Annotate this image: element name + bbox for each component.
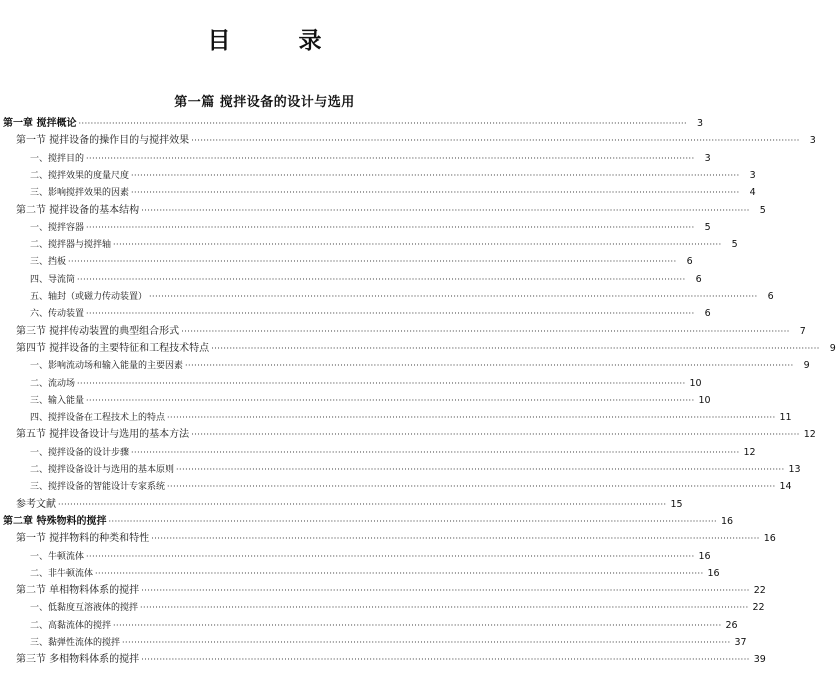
toc-leader-dots: ········································································································································································································: [77, 378, 686, 388]
toc-entry-label: 二、搅拌设备设计与选用的基本原则: [30, 465, 175, 475]
toc-entry-label: 一、搅拌设备的设计步骤: [30, 447, 130, 458]
toc-leader-dots: ········································································································································································································: [86, 222, 695, 232]
toc-entry: [0, 289, 774, 305]
toc-page-number: 13: [788, 464, 801, 475]
part-title: 第一篇 搅拌设备的设计与选用: [174, 95, 355, 110]
toc-leader-dots: ········································································································································································································: [181, 326, 790, 336]
toc-leader-dots: ········································································································································································································: [149, 292, 758, 301]
toc-entry-label: 第二章 特殊物料的搅拌: [3, 515, 107, 527]
toc-page-number: 15: [670, 498, 683, 510]
toc-entry-label: 四、导流筒: [30, 274, 76, 285]
toc-entry: [0, 306, 711, 322]
page-title: 目 录: [207, 28, 352, 54]
toc-leader-dots: ········································································································································································································: [176, 465, 785, 474]
toc-leader-dots: ········································································································································································································: [151, 534, 760, 544]
toc-entry-label: 六、传动装置: [30, 309, 85, 320]
toc-leader-dots: ········································································································································································································: [191, 430, 800, 440]
toc-entry: [0, 341, 836, 357]
toc-leader-dots: ········································································································································································································: [141, 655, 750, 665]
toc-entry: [0, 652, 766, 668]
toc-entry-label: 第二节 搅拌设备的基本结构: [16, 204, 140, 216]
toc-leader-dots: ········································································································································································································: [78, 119, 688, 128]
toc-leader-dots: ········································································································································································································: [68, 257, 677, 267]
toc-page-number: 3: [704, 152, 711, 164]
toc-entry-label: 三、搅拌设备的智能设计专家系统: [30, 482, 166, 493]
toc-entry: [0, 133, 816, 149]
toc-entry: [0, 151, 711, 167]
toc-leader-dots: ········································································································································································································: [95, 568, 704, 578]
toc-entry-label: 三、输入能量: [30, 395, 85, 406]
toc-entry: [0, 445, 756, 461]
toc-entry-label: 一、低黏度互溶液体的搅拌: [30, 603, 139, 614]
toc-entry-label: 第一节 搅拌设备的操作目的与搅拌效果: [16, 135, 190, 147]
toc-entry: [0, 497, 683, 513]
toc-entry-label: 一、牛顿流体: [30, 551, 85, 562]
toc-leader-dots: ········································································································································································································: [141, 205, 750, 215]
toc-leader-dots: ········································································································································································································: [191, 136, 800, 146]
toc-entry: [0, 479, 792, 495]
toc-entry-label: 一、搅拌目的: [30, 153, 85, 164]
toc-page-number: 16: [720, 515, 734, 527]
toc-entry: [0, 635, 747, 651]
toc-page-number: 14: [779, 481, 792, 493]
toc-entry-label: 第二节 单相物料体系的搅拌: [16, 585, 140, 597]
toc-entry-label: 第四节 搅拌设备的主要特征和工程技术特点: [16, 342, 210, 354]
toc-entry: [0, 531, 776, 547]
toc-entry-label: 三、挡板: [30, 257, 67, 268]
toc-page-number: 5: [704, 221, 711, 233]
toc-entry-label: 五、轴封（或磁力传动装置）: [30, 292, 148, 302]
toc-entry: [0, 514, 734, 530]
toc-page-number: 16: [698, 550, 711, 562]
toc-page-number: 3: [809, 135, 816, 147]
toc-entry: [0, 116, 704, 132]
toc-entry-label: 三、影响搅拌效果的因素: [30, 188, 130, 199]
toc-entry-label: 第一节 搅拌物料的种类和特性: [16, 533, 150, 545]
toc-entry: [0, 410, 792, 426]
toc-entry: [0, 220, 711, 236]
toc-page-number: 3: [749, 169, 756, 181]
toc-entry-label: 一、影响流动场和输入能量的主要因素: [30, 361, 184, 372]
toc-entry-label: 二、流动场: [30, 378, 76, 389]
toc-page-number: 6: [695, 273, 702, 285]
toc-leader-dots: ········································································································································································································: [131, 170, 740, 180]
toc-leader-dots: ········································································································································································································: [167, 413, 776, 423]
toc-entry: [0, 393, 711, 409]
toc-entry-label: 二、搅拌效果的度量尺度: [30, 170, 130, 181]
toc-leader-dots: ········································································································································································································: [131, 447, 740, 457]
toc-entry: [0, 462, 801, 478]
toc-page-number: 22: [753, 585, 766, 597]
toc-page-number: 6: [686, 256, 693, 268]
toc-leader-dots: ········································································································································································································: [167, 482, 776, 492]
toc-page-number: 12: [803, 429, 816, 441]
toc-leader-dots: ········································································································································································································: [86, 153, 695, 163]
toc-page-number: 11: [779, 412, 792, 424]
toc-entry: [0, 254, 693, 270]
toc-entry-label: 参考文献: [16, 498, 56, 510]
toc-page-number: 10: [689, 377, 702, 389]
toc-entry: [0, 549, 711, 565]
toc-entry-label: 二、搅拌器与搅拌轴: [30, 240, 112, 251]
toc-entry-label: 第一章 搅拌概论: [3, 118, 77, 129]
toc-page-number: 6: [704, 308, 711, 320]
toc-leader-dots: ········································································································································································································: [185, 361, 794, 371]
toc-page-number: 9: [829, 342, 836, 354]
toc-page-number: 4: [749, 187, 756, 199]
toc-page-number: 5: [759, 204, 766, 216]
toc-page-number: 5: [731, 239, 738, 251]
toc-entry-label: 二、高黏流体的搅拌: [30, 620, 112, 631]
toc-page-number: 12: [743, 446, 756, 458]
toc-leader-dots: ········································································································································································································: [113, 240, 722, 250]
toc-entry: [0, 237, 738, 253]
toc-page-number: 22: [752, 602, 765, 614]
toc-page-number: 16: [763, 533, 776, 545]
toc-entry-label: 三、黏弹性流体的搅拌: [30, 638, 121, 648]
toc-leader-dots: ········································································································································································································: [113, 620, 722, 630]
toc-entry: [0, 168, 756, 184]
toc-leader-dots: ········································································································································································································: [58, 499, 667, 509]
toc-entry: [0, 583, 766, 599]
toc-entry-label: 一、搅拌容器: [30, 222, 85, 233]
toc-entry: [0, 618, 738, 634]
toc-entry-label: 四、搅拌设备在工程技术上的特点: [30, 413, 166, 424]
toc-entry: [0, 203, 766, 219]
toc-entry: [0, 272, 702, 288]
toc-page-number: 10: [698, 394, 711, 406]
toc-page-number: 16: [707, 567, 720, 579]
toc-leader-dots: ········································································································································································································: [86, 395, 695, 405]
toc-leader-dots: ········································································································································································································: [211, 343, 820, 353]
toc-page-number: 7: [799, 325, 806, 337]
toc-leader-dots: ········································································································································································································: [86, 309, 695, 319]
toc-entry: [0, 185, 756, 201]
toc-entry-label: 第三节 多相物料体系的搅拌: [16, 654, 140, 666]
toc-page-number: 26: [725, 619, 738, 631]
toc-entry-label: 第三节 搅拌传动装置的典型组合形式: [16, 325, 180, 337]
toc-entry: [0, 600, 765, 616]
toc-entry: [0, 358, 810, 374]
toc-leader-dots: ········································································································································································································: [140, 603, 749, 613]
toc-page-number: 39: [753, 654, 766, 666]
toc-leader-dots: ········································································································································································································: [141, 586, 750, 596]
toc-entry: [0, 566, 720, 582]
toc-leader-dots: ········································································································································································································: [77, 274, 686, 284]
toc-entry: [0, 427, 816, 443]
toc-entry-label: 二、非牛顿流体: [30, 568, 94, 579]
toc-page-number: 3: [697, 118, 704, 129]
toc-entry: [0, 324, 806, 340]
toc-leader-dots: ········································································································································································································: [131, 188, 740, 198]
toc-entry: [0, 376, 702, 392]
toc-leader-dots: ········································································································································································································: [86, 551, 695, 561]
toc-leader-dots: ········································································································································································································: [122, 638, 731, 647]
toc-leader-dots: ········································································································································································································: [108, 516, 718, 526]
toc-page-number: 9: [803, 360, 810, 372]
toc-entry-label: 第五节 搅拌设备设计与选用的基本方法: [16, 429, 190, 441]
toc-page-number: 37: [734, 637, 747, 648]
toc-page-number: 6: [767, 291, 774, 302]
